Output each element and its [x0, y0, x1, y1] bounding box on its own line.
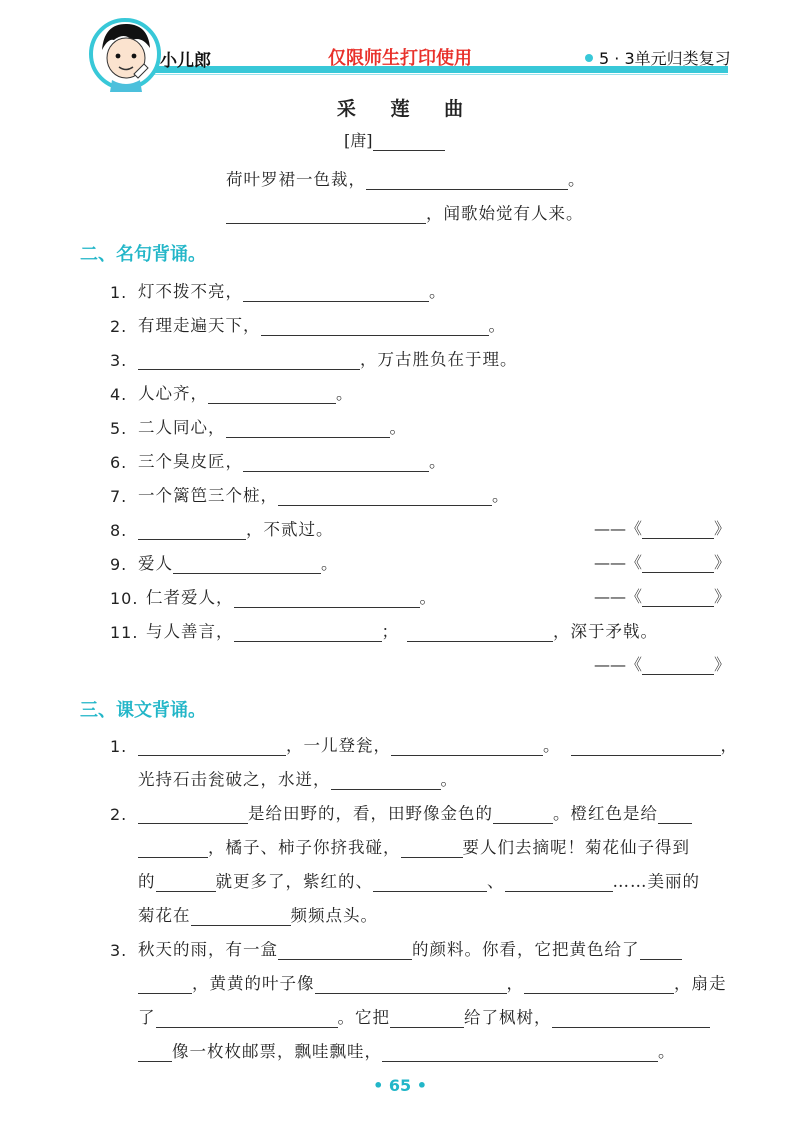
poem-dynasty: [唐] [344, 131, 373, 150]
answer-blank[interactable] [658, 803, 692, 824]
passage-text: ，橘子、柿子你挤我碰， [208, 838, 401, 857]
item-end: 。 [492, 486, 510, 505]
passage-text: ，黄黄的叶子像 [192, 974, 315, 993]
author-blank[interactable] [373, 130, 445, 151]
answer-blank[interactable] [331, 769, 441, 790]
answer-blank[interactable] [552, 1007, 710, 1028]
item-text: 三个臭皮匠， [138, 452, 243, 471]
answer-blank[interactable] [226, 417, 390, 438]
answer-blank[interactable] [571, 735, 721, 756]
poem-line-1 [226, 166, 586, 190]
source-blank-9 [594, 550, 730, 573]
passage-1-line-1 [110, 732, 738, 756]
item-end: 。 [389, 418, 407, 437]
passage-2-line-4 [138, 902, 378, 926]
passage-text: 、 [487, 872, 505, 891]
item-text: 一个篱笆三个桩， [138, 486, 278, 505]
passage-text: 菊花在 [138, 906, 191, 925]
poem-author-line [344, 128, 445, 151]
answer-blank[interactable] [243, 281, 429, 302]
answer-blank[interactable] [493, 803, 553, 824]
item-text: 爱人 [138, 554, 173, 573]
source-blank-11 [594, 652, 730, 675]
answer-blank[interactable] [138, 349, 360, 370]
quote-item-9 [110, 550, 339, 574]
quote-item-2 [110, 312, 506, 336]
passage-text: 了 [138, 1008, 156, 1027]
source-prefix: ——《 [594, 553, 643, 572]
answer-blank[interactable] [278, 939, 412, 960]
source-title-blank[interactable] [642, 552, 714, 573]
quote-item-11 [110, 618, 658, 642]
passage-text: ， [506, 974, 524, 993]
item-number: 1. [110, 737, 128, 756]
answer-blank[interactable] [138, 1041, 172, 1062]
answer-blank[interactable] [156, 1007, 338, 1028]
quote-item-5 [110, 414, 407, 438]
item-number: 3. [110, 351, 128, 370]
item-text: 灯不拨不亮， [138, 282, 243, 301]
item-end: 。 [419, 588, 437, 607]
quote-item-8 [110, 516, 334, 540]
item-number: 3. [110, 941, 128, 960]
item-number: 9. [110, 555, 128, 574]
item-end: 。 [488, 316, 506, 335]
item-number: 11. [110, 623, 139, 642]
item-number: 7. [110, 487, 128, 506]
answer-blank[interactable] [138, 973, 192, 994]
section-2-title: 二、名句背诵。 [80, 244, 206, 265]
answer-blank[interactable] [208, 383, 336, 404]
item-end: 。 [429, 452, 447, 471]
item-text: 二人同心， [138, 418, 226, 437]
passage-2-line-2 [138, 834, 690, 858]
quote-item-10 [110, 584, 437, 608]
answer-blank[interactable] [191, 905, 291, 926]
answer-blank[interactable] [138, 735, 286, 756]
answer-blank[interactable] [391, 735, 543, 756]
answer-blank[interactable] [156, 871, 216, 892]
poem-line-2-blank[interactable] [226, 203, 426, 224]
source-prefix: ——《 [594, 587, 643, 606]
item-text: 有理走遍天下， [138, 316, 261, 335]
answer-blank[interactable] [234, 587, 420, 608]
passage-text: 秋天的雨，有一盒 [138, 940, 278, 959]
source-title-blank[interactable] [642, 654, 714, 675]
quote-item-6 [110, 448, 447, 472]
item-text: 仁者爱人， [146, 588, 234, 607]
item-end: 。 [429, 282, 447, 301]
passage-text: 。 [543, 736, 561, 755]
quote-item-1 [110, 278, 447, 302]
section-3-title: 三、课文背诵。 [80, 700, 206, 721]
answer-blank[interactable] [382, 1041, 658, 1062]
item-end: 。 [336, 384, 354, 403]
item-end: 。 [321, 554, 339, 573]
source-prefix: ——《 [594, 519, 643, 538]
source-prefix: ——《 [594, 655, 643, 674]
answer-blank[interactable] [173, 553, 321, 574]
passage-text: 光持石击瓮破之，水迸， [138, 770, 331, 789]
passage-text: 。 [658, 1042, 676, 1061]
passage-text: 要人们去摘呢！菊花仙子得到 [462, 838, 690, 857]
source-blank-8 [594, 516, 730, 539]
answer-blank[interactable] [407, 621, 553, 642]
passage-text: ，一儿登瓮， [286, 736, 391, 755]
answer-blank[interactable] [138, 837, 208, 858]
item-text: 人心齐， [138, 384, 208, 403]
unit-label [585, 46, 731, 69]
passage-3-line-1 [110, 936, 682, 960]
answer-blank[interactable] [640, 939, 682, 960]
answer-blank[interactable] [138, 519, 246, 540]
poem-line-1-text: 荷叶罗裙一色裁， [226, 170, 366, 189]
item-text: ，万古胜负在于理。 [360, 350, 518, 369]
item-end: ，深于矛戟。 [553, 622, 658, 641]
passage-text: 是给田野的，看，田野像金色的 [248, 804, 493, 823]
header-divider [96, 74, 728, 75]
passage-2-line-3 [138, 868, 700, 892]
unit-text: 5 · 3单元归类复习 [599, 49, 731, 68]
quote-item-3 [110, 346, 518, 370]
item-number: 5. [110, 419, 128, 438]
answer-blank[interactable] [401, 837, 463, 858]
answer-blank[interactable] [505, 871, 613, 892]
passage-text: 的颜料。你看，它把黄色给了 [412, 940, 640, 959]
source-suffix: 》 [714, 655, 731, 674]
passage-1-line-2 [138, 766, 458, 790]
passage-text: ，扇走 [674, 974, 727, 993]
passage-text: 频频点头。 [290, 906, 378, 925]
item-number: 2. [110, 317, 128, 336]
answer-blank[interactable] [278, 485, 492, 506]
answer-blank[interactable] [390, 1007, 464, 1028]
item-text: ，不贰过。 [246, 520, 334, 539]
passage-text: 。它把 [337, 1008, 390, 1027]
source-blank-10 [594, 584, 730, 607]
poem-line-1-end: 。 [568, 170, 586, 189]
passage-3-line-4 [138, 1038, 676, 1062]
passage-text: 给了枫树， [464, 1008, 552, 1027]
quote-item-4 [110, 380, 354, 404]
item-number: 8. [110, 521, 128, 540]
passage-text: 。橙红色是给 [553, 804, 658, 823]
passage-text: 。 [440, 770, 458, 789]
poem-line-2 [226, 200, 584, 224]
item-number: 4. [110, 385, 128, 404]
item-number: 2. [110, 805, 128, 824]
item-mid: ； [381, 622, 399, 641]
answer-blank[interactable] [373, 871, 487, 892]
passage-text: 像一枚枚邮票，飘哇飘哇， [172, 1042, 382, 1061]
item-number: 6. [110, 453, 128, 472]
quote-item-7 [110, 482, 510, 506]
source-suffix: 》 [714, 553, 731, 572]
answer-blank[interactable] [524, 973, 674, 994]
brand-name: 小儿郎 [160, 51, 211, 71]
poem-line-2-text: ，闻歌始觉有人来。 [426, 204, 584, 223]
answer-blank[interactable] [315, 973, 507, 994]
poem-title: 采 莲 曲 [336, 98, 478, 120]
answer-blank[interactable] [138, 803, 248, 824]
item-number: 1. [110, 283, 128, 302]
item-number: 10. [110, 589, 139, 608]
source-suffix: 》 [714, 519, 731, 538]
bullet-dot-icon [585, 54, 593, 62]
source-title-blank[interactable] [642, 518, 714, 539]
passage-3-line-2 [138, 970, 727, 994]
passage-3-line-3 [138, 1004, 710, 1028]
source-suffix: 》 [714, 587, 731, 606]
answer-blank[interactable] [261, 315, 489, 336]
passage-text: ， [720, 736, 738, 755]
passage-text: 的 [138, 872, 156, 891]
passage-text: ……美丽的 [612, 872, 700, 891]
page-number: • 65 • [373, 1076, 427, 1095]
poem-line-1-blank[interactable] [366, 169, 568, 190]
source-title-blank[interactable] [642, 586, 714, 607]
answer-blank[interactable] [243, 451, 429, 472]
print-restriction-notice: 仅限师生打印使用 [328, 48, 472, 69]
passage-text: 就更多了，紫红的、 [215, 872, 373, 891]
answer-blank[interactable] [234, 621, 382, 642]
item-text: 与人善言， [146, 622, 234, 641]
passage-2-line-1 [110, 800, 692, 824]
